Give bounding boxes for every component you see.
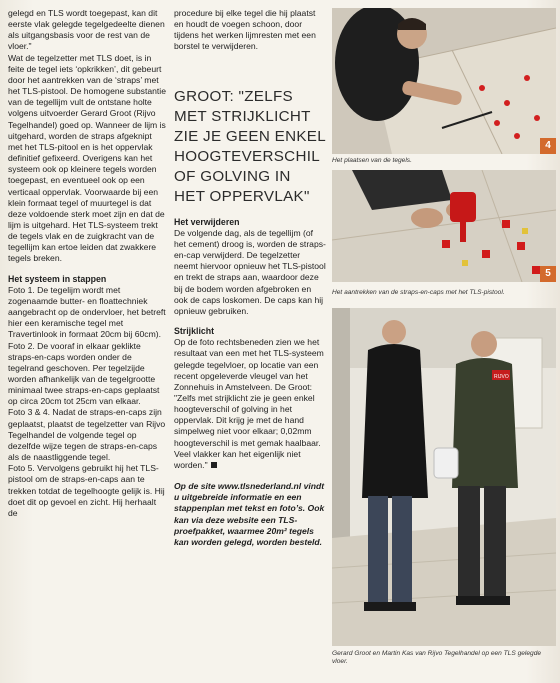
paragraph xyxy=(174,337,326,471)
paragraph: Foto 5. Vervolgens gebruikt hij het TLS-pistool om de straps-en-caps aan te trekken totdat de tegelhoogte gelijk is. Hij doet dit op gevoel en zicht. Hij herhaalt de xyxy=(8,463,165,518)
photo-caption: Het plaatsen van de tegels. xyxy=(332,157,412,164)
pull-quote: GROOT: "ZELFS MET STRIJKLICHT ZIE JE GEEN ENKEL HOOGTEVERSCHIL OF GOLVING IN HET OPPERVLAK" xyxy=(174,87,326,205)
photo-illustration xyxy=(332,170,556,282)
paragraph: Wat de tegelzetter met TLS doet, is in feite de tegel iets ‘opkrikken’, dit gebeurt door het aantrekken van de ‘straps’ met het TLS-pistool. De homogene substantie van de tegellijm vult de ontstane holte volgens uitvoerder Gerard Groot (Rijvo Tegelhandel) goed op. Wanneer de lijm is uitgehard, worden de straps afgeknipt met het TLS-pitool en is het oppervlak definitief gefixeerd. Overigens kan het systeem ook op kleinere tegels worden toegepast, en eventueel ook op een verticaal oppervlak. Voorwaarde bij een klein formaat tegel of muurtegel is dat deze voldoende sterk moet zijn en dat de lijm is uitgehard. Het TLS-systeem trekt de tegels vlak en de zuigkracht van de tegellijm kan ertoe leiden dat zwakkere tegels breken. xyxy=(8,52,166,264)
section-heading: Het verwijderen xyxy=(174,216,240,227)
photo-caption: Het aantrekken van de straps-en-caps met het TLS-pistool. xyxy=(332,289,505,296)
photo-illustration xyxy=(332,8,556,154)
text-column-middle xyxy=(174,8,326,548)
paragraph: Foto 2. De vooraf in elkaar geklikte straps-en-caps worden onder de tegelrand geschoven. Per tegelzijde worden afhankelijk van de tegelgrootte minimaal twee straps-en-caps geplaatst op circa 20cm tot 25cm van elkaar. xyxy=(8,340,160,407)
photo-number-badge: 5 xyxy=(540,266,556,282)
section-heading: Strijklicht xyxy=(174,326,215,337)
end-mark-icon xyxy=(211,462,217,468)
paragraph-text: Op de foto rechtsbeneden zien we het resultaat van een met het TLS-systeem gelegde tegelvloer, op locatie van een recent opgeleverde vleugel van het Zonnehuis in Amstelveen. De Groot: "Zelfs met strijklicht zie je geen enkel hoogteverschil of golving in het oppervlak. Dit krijg je met de hand simpelweg niet voor elkaar; 0,02mm hoogteverschil is met gemak haalbaar. Veel vlakker kan het eigenlijk niet worden." xyxy=(174,337,324,470)
text-column-left xyxy=(8,8,166,519)
section-heading: Het systeem in stappen xyxy=(8,273,107,284)
photo-placing-tiles xyxy=(332,8,556,154)
paragraph: Foto 1. De tegelijm wordt met zogenaamde butter- en floattechniek aangebracht op de ondervloer, het betreft hier een keramische tegel met Travertinlook in formaat 20cm bij 60cm). xyxy=(8,284,166,340)
jacket-badge: RIJVO xyxy=(494,374,509,380)
promo-text: Op de site www.tlsnederland.nl vindt u uitgebreide informatie en een stappenplan met tekst en foto’s. Ook kan via deze website een TLS-proefpakket, waarmee 20m² tegels kan worden gelegd, worden besteld. xyxy=(174,481,325,547)
paragraph: procedure bij elke tegel die hij plaatst en houdt de voegen schoon, door tijdens het werken lijmresten met een borstel te verwijderen. xyxy=(174,8,316,52)
photo-tls-pistol xyxy=(332,170,556,282)
photo-two-men-on-floor xyxy=(332,308,556,646)
photo-number-badge: 4 xyxy=(540,138,556,154)
paragraph: gelegd en TLS wordt toegepast, kan dit eerste vlak gelegde tegelgedeelte dienen als uitgangsbasis voor de rest van de vloer." xyxy=(8,8,165,52)
paragraph: Foto 3 & 4. Nadat de straps-en-caps zijn geplaatst, plaatst de tegelzetter van Rijvo Tegelhandel de volgende tegel op dezelfde wijze tegen de straps-en-caps als de naastliggende tegel. xyxy=(8,407,166,463)
paragraph: De volgende dag, als de tegellijm (of het cement) droog is, worden de straps-en-cap verwijderd. De tegelzetter neemt hiervoor opnieuw het TLS-pistool en trekt de straps aan, waardoor deze bij de bodem worden afgebroken en ook de caps loskomen. De caps kan hij opnieuw gebruiken. xyxy=(174,227,326,316)
photo-illustration xyxy=(332,308,556,646)
photo-caption: Gerard Groot en Martin Kas van Rijvo Tegelhandel op een TLS gelegde vloer. xyxy=(332,650,542,666)
